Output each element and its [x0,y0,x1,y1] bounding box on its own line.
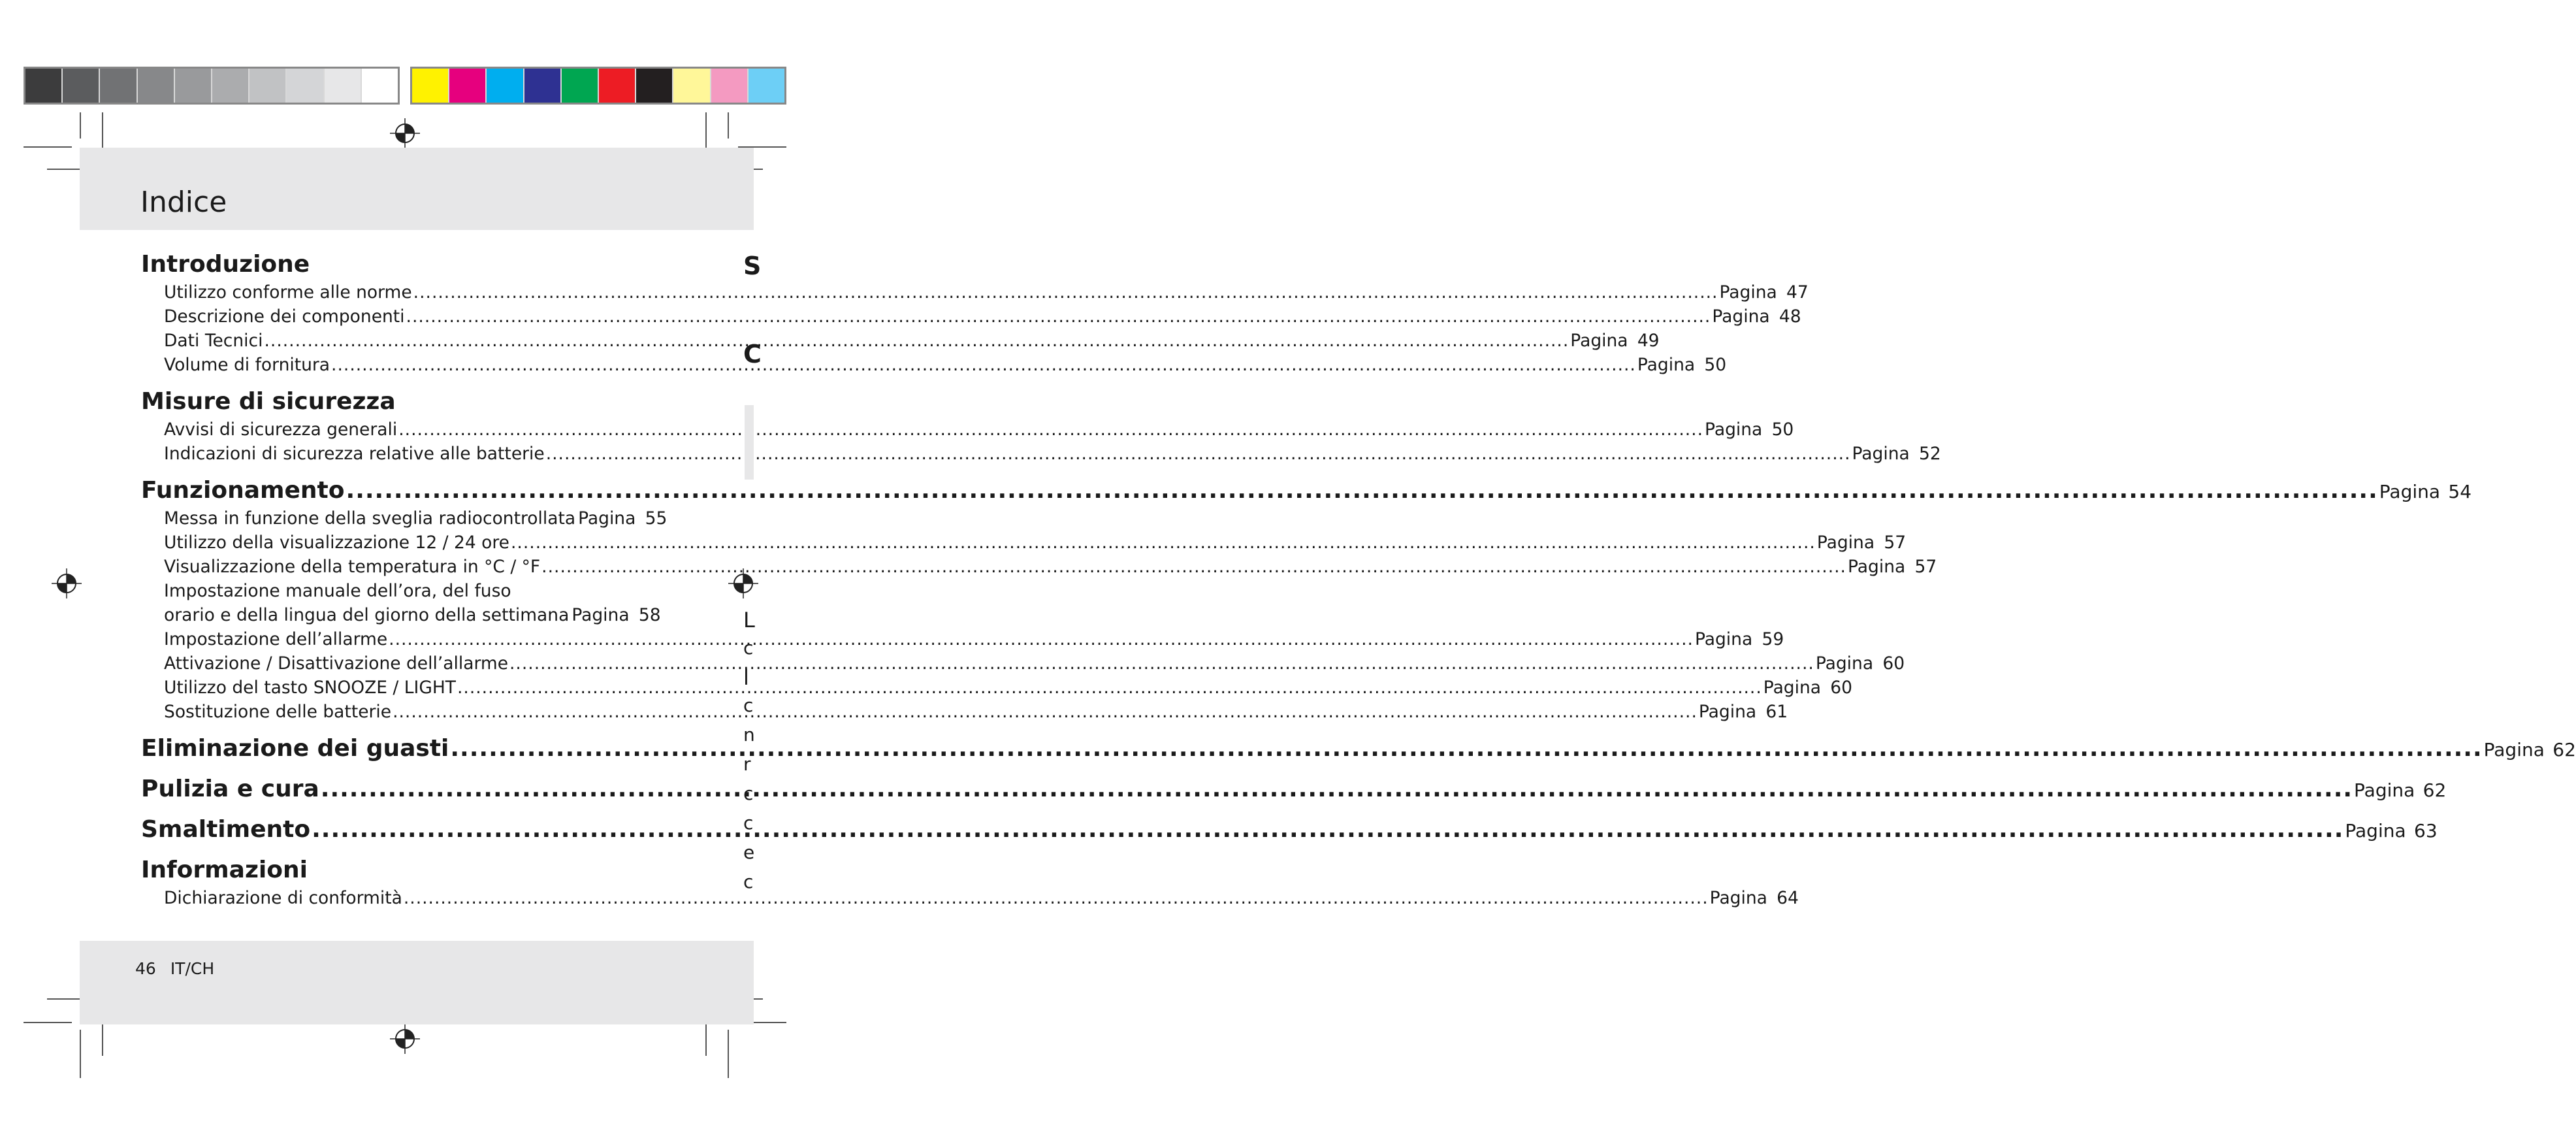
entry-title: Volume di fornitura [164,355,330,375]
toc-entry[interactable] [141,557,1937,581]
toc-section [141,477,2472,726]
entry-title: Visualizzazione della temperatura in °C / °F [164,557,541,577]
next-page-edge-glyph: r [743,753,751,775]
toc-entry[interactable] [141,331,1660,355]
registration-mark-icon [52,568,82,598]
toc-entry[interactable] [141,629,1784,653]
page-number: 52 [1919,444,1941,464]
page-number: 64 [1777,888,1799,908]
footer-band [80,941,754,1024]
color-swatch [487,69,524,103]
gray-swatch [25,69,63,103]
gray-swatch [287,69,324,103]
page-number: 57 [1914,557,1937,577]
toc-section-heading [141,388,664,419]
entry-page-ref [1817,532,1906,553]
entry-title: Utilizzo della visualizzazione 12 / 24 ore [164,532,509,553]
entry-page-ref [578,508,667,529]
section-title: Funzionamento [141,477,345,504]
page-label: Pagina [1694,629,1753,649]
gray-swatch [250,69,287,103]
crop-mark [102,112,103,153]
next-page-edge-glyph: c [743,871,754,892]
crop-mark [80,112,81,139]
page-label: Pagina [572,605,630,625]
leader-dots [457,678,1762,698]
crop-mark [728,112,729,139]
entry-title: Indicazioni di sicurezza relative alle batterie [164,444,545,464]
page-label: Pagina [1709,888,1767,908]
page-label: Pagina [1852,444,1910,464]
crop-mark [728,1030,729,1078]
color-swatch [749,69,784,103]
entry-page-ref [1816,653,1905,674]
page-number: 49 [1637,331,1660,351]
color-swatch [711,69,749,103]
next-page-edge-glyph: S [743,252,762,280]
next-page-edge-glyph: c [743,637,754,659]
entry-title: Messa in funzione della sveglia radiocontrollata [164,508,576,529]
toc-entry[interactable] [141,888,1799,912]
page-title: Indice [140,186,227,219]
leader-dots [389,629,1694,649]
next-page-edge-glyph: L [743,608,755,632]
gray-swatch [63,69,100,103]
entry-page-ref [1705,419,1794,440]
page-number: 62 [2552,739,2576,761]
section-title: Smaltimento [141,816,311,843]
page-label: Pagina [578,508,636,529]
next-page-edge-glyph: l [743,665,749,690]
leader-dots [546,444,1851,464]
entry-title: Descrizione dei componenti [164,306,405,327]
footer-locale: IT/CH [170,959,215,978]
next-page-edge-glyph: c [743,783,754,804]
leader-dots [312,816,2343,843]
toc-entry[interactable] [141,605,661,629]
page-label: Pagina [2483,739,2545,761]
toc-section-heading [141,251,664,282]
page-label: Pagina [2379,481,2441,502]
toc-entry[interactable] [141,282,1809,306]
leader-dots [346,477,2378,504]
crop-mark [24,1022,72,1023]
toc-section-heading [141,776,2447,807]
footer [135,959,229,978]
registration-mark-icon [390,1024,420,1054]
page-label: Pagina [1763,678,1822,698]
page-label: Pagina [1705,419,1763,440]
entry-page-ref [1719,282,1808,303]
leader-dots [450,735,2482,762]
toc-section [141,776,2447,807]
section-title: Pulizia e cura [141,776,319,802]
leader-dots [398,419,1703,440]
gray-swatch [138,69,175,103]
page-label: Pagina [2354,779,2415,801]
toc-section [141,857,1799,912]
entry-page-ref [1699,702,1788,722]
toc-entry[interactable] [141,532,1907,557]
entry-title: Dati Tecnici [164,331,263,351]
toc-entry[interactable] [141,678,1853,702]
page-label: Pagina [1570,331,1628,351]
toc-section [141,251,1809,379]
page-number: 59 [1762,629,1784,649]
page-number: 48 [1779,306,1801,327]
page-number: 58 [638,605,661,625]
page-number: 50 [1704,355,1727,375]
process-color-bar [410,67,786,105]
leader-dots [393,702,1698,722]
toc-entry[interactable] [141,581,657,605]
toc-section [141,816,2438,847]
toc-entry[interactable] [141,355,1727,379]
color-swatch [524,69,562,103]
page-number: 54 [2448,481,2472,502]
color-swatch [599,69,636,103]
page-label: Pagina [1847,557,1906,577]
table-of-contents [141,251,2576,921]
entry-page-ref [1570,331,1659,351]
footer-page-number: 46 [135,959,156,978]
page-number: 63 [2414,820,2438,842]
entry-page-ref [1695,629,1784,649]
section-title: Introduzione [141,251,310,278]
gray-swatch [212,69,250,103]
page-number: 60 [1830,678,1853,698]
next-page-edge-block [745,405,754,480]
gray-swatch [325,69,362,103]
section-page-ref [2345,820,2437,842]
gray-swatch [100,69,137,103]
crop-mark [80,1030,81,1078]
leader-dots [321,776,2353,802]
leader-dots [509,653,1814,674]
toc-entry[interactable] [141,444,1941,468]
registration-mark-icon [390,118,420,148]
toc-entry[interactable] [141,419,1794,444]
page-label: Pagina [1815,653,1874,674]
entry-title: orario e della lingua del giorno della settimana [164,605,570,625]
page-number: 61 [1765,702,1788,722]
crop-mark [705,112,707,153]
section-page-ref [2484,739,2576,761]
entry-title: Attivazione / Disattivazione dell’allarme [164,653,508,674]
gray-swatch [175,69,212,103]
next-page-edge-glyph: C [743,340,762,368]
page-label: Pagina [2345,820,2406,842]
entry-page-ref [572,605,660,625]
toc-entry[interactable] [141,306,1801,331]
page-number: 55 [645,508,668,529]
page-number: 57 [1884,532,1907,553]
color-swatch [449,69,487,103]
entry-title: Impostazione manuale dell’ora, del fuso [164,581,511,601]
page-label: Pagina [1637,355,1696,375]
page-number: 50 [1771,419,1794,440]
color-swatch [562,69,599,103]
next-page-edge-glyph: n [743,724,755,745]
gray-swatch [362,69,398,103]
leader-dots [264,331,1569,351]
page-label: Pagina [1719,282,1777,303]
next-page-edge-glyph: c [743,695,754,716]
entry-title: Avvisi di sicurezza generali [164,419,398,440]
section-page-ref [2379,481,2471,502]
section-title: Informazioni [141,857,308,883]
crop-mark [24,146,72,148]
color-swatch [636,69,673,103]
leader-dots [406,306,1711,327]
page-number: 62 [2423,779,2447,801]
toc-entry[interactable] [141,702,1788,726]
grayscale-color-bar [24,67,400,105]
section-title: Misure di sicurezza [141,388,396,415]
entry-title: Utilizzo del tasto SNOOZE / LIGHT [164,678,456,698]
toc-section-heading [141,816,2438,847]
toc-section-heading [141,477,2472,508]
entry-page-ref [1712,306,1801,327]
entry-title: Sostituzione delle batterie [164,702,392,722]
leader-dots [404,888,1709,908]
page-number: 47 [1786,282,1809,303]
toc-entry[interactable] [141,653,1905,678]
entry-title: Impostazione dell’allarme [164,629,388,649]
toc-section [141,735,2576,766]
leader-dots [413,282,1718,303]
entry-title: Dichiarazione di conformità [164,888,402,908]
color-swatch [673,69,711,103]
entry-title: Utilizzo conforme alle norme [164,282,412,303]
next-page-edge-glyph: c [743,812,754,834]
entry-page-ref [1852,444,1941,464]
entry-page-ref [1710,888,1799,908]
toc-entry[interactable] [141,508,668,532]
section-title: Eliminazione dei guasti [141,735,449,762]
section-page-ref [2354,779,2446,801]
entry-page-ref [1848,557,1937,577]
color-swatch [412,69,449,103]
page-number: 60 [1882,653,1905,674]
page-label: Pagina [1816,532,1875,553]
next-page-edge-glyph: e [743,842,755,863]
leader-dots [541,557,1846,577]
page-label: Pagina [1698,702,1757,722]
toc-section [141,388,1941,468]
page-label: Pagina [1712,306,1770,327]
toc-section-heading [141,857,664,888]
leader-dots [511,532,1816,553]
toc-section-heading [141,735,2576,766]
leader-dots [331,355,1636,375]
entry-page-ref [1763,678,1852,698]
entry-page-ref [1637,355,1726,375]
